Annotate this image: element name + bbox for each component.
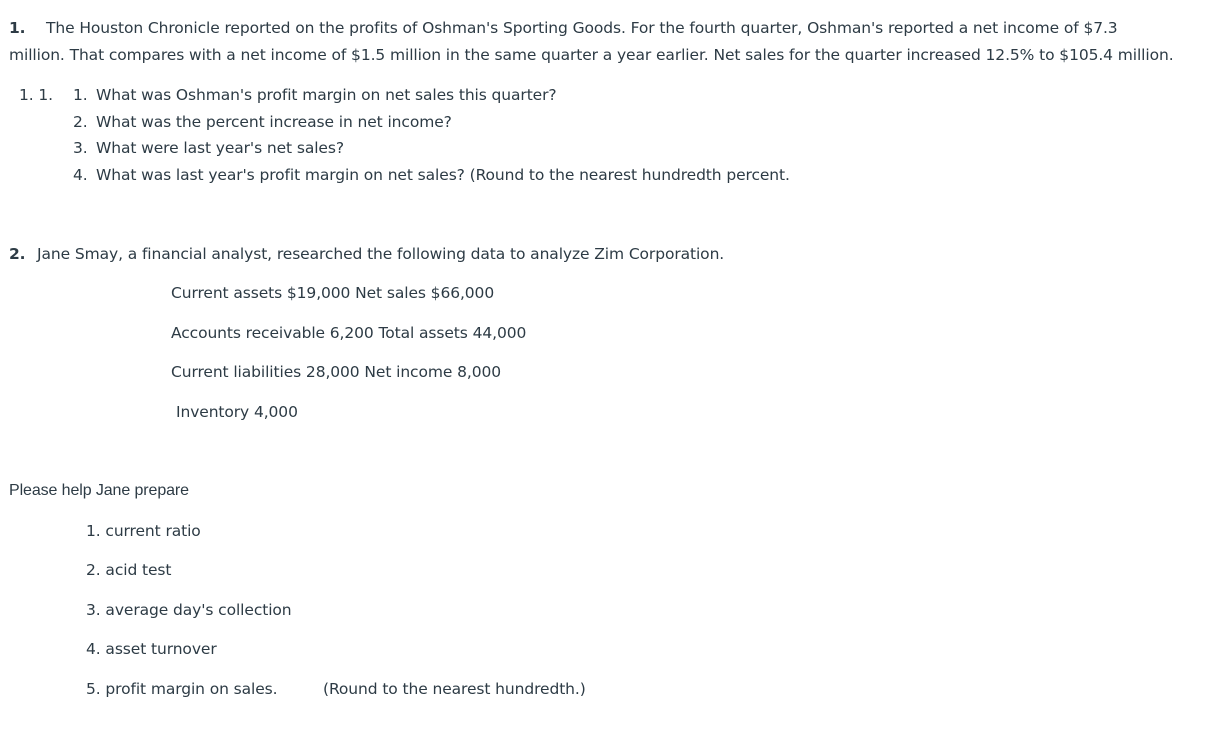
question-1-item-1-text: What was Oshman's profit margin on net sales this quarter?: [96, 86, 557, 104]
question-1-item-4-text: What was last year's profit margin on net sales? (Round to the nearest hundredth percent.: [96, 166, 790, 184]
question-1-number: 1.: [9, 19, 26, 37]
task-1: 1. current ratio: [86, 522, 201, 540]
help-text: Please help Jane prepare: [9, 482, 189, 499]
question-1-intro-line2: million. That compares with a net income of $1.5 million in the same quarter a year earlier. Net sales for the quarter increased 12.5% to $105.4 million.: [9, 46, 1174, 64]
data-row-4: Inventory 4,000: [176, 403, 298, 421]
question-1-intro-line1: The Houston Chronicle reported on the profits of Oshman's Sporting Goods. For the fourth quarter, Oshman's reported a net income of $7.3: [46, 19, 1118, 37]
data-row-2: Accounts receivable 6,200 Total assets 44,000: [171, 324, 527, 342]
data-row-3: Current liabilities 28,000 Net income 8,000: [171, 363, 502, 381]
question-1-item-3-text: What were last year's net sales?: [96, 139, 344, 157]
question-1-list-prefix: 1. 1.: [19, 86, 54, 104]
question-1-item-2-num: 2.: [73, 113, 88, 131]
task-4: 4. asset turnover: [86, 640, 217, 658]
task-3: 3. average day's collection: [86, 601, 292, 619]
question-1-item-4-num: 4.: [73, 166, 88, 184]
rounding-note: (Round to the nearest hundredth.): [323, 680, 586, 698]
question-1-item-1-num: 1.: [73, 86, 88, 104]
task-5: 5. profit margin on sales.: [86, 680, 278, 698]
question-2-intro: Jane Smay, a financial analyst, researched the following data to analyze Zim Corporation.: [37, 245, 725, 263]
task-2: 2. acid test: [86, 561, 172, 579]
question-2-number: 2.: [9, 245, 26, 263]
question-1-item-3-num: 3.: [73, 139, 88, 157]
data-row-1: Current assets $19,000 Net sales $66,000: [171, 284, 495, 302]
question-1-item-2-text: What was the percent increase in net income?: [96, 113, 452, 131]
